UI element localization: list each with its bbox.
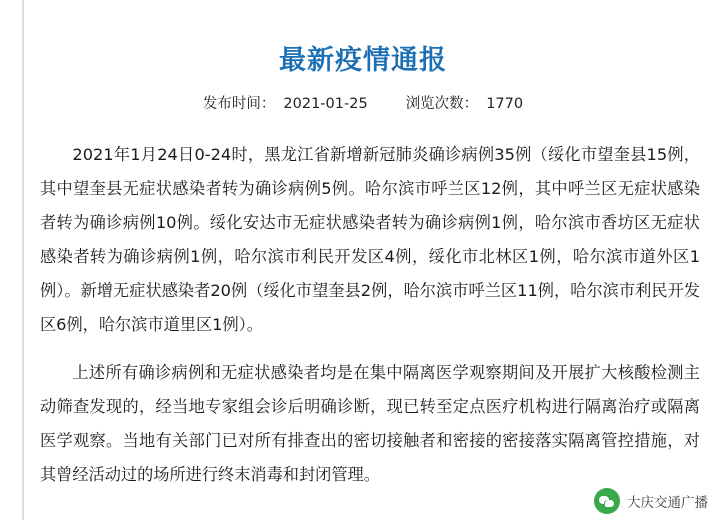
right-border-rule	[706, 0, 708, 520]
publish-time-value: 2021-01-25	[283, 96, 368, 112]
left-border-rule	[22, 0, 24, 520]
page-title: 最新疫情通报	[279, 45, 447, 76]
account-name: 大庆交通广播	[627, 495, 708, 511]
publish-time-label: 发布时间：	[202, 96, 276, 112]
article-paragraph-2: 上述所有确诊病例和无症状感染者均是在集中隔离医学观察期间及开展扩大核酸检测主动筛查发现的，经当地专家组会诊后明确诊断，现已转至定点医疗机构进行隔离治疗或隔离医学观察。当地有关部门已对所有排查出的密切接触者和密接的密接落实隔离管控措施，对其曾经活动过的场所进行终末消毒和封闭管理。	[40, 363, 700, 484]
wechat-icon	[594, 488, 620, 514]
views-label: 浏览次数：	[405, 96, 479, 112]
article-body	[40, 138, 700, 506]
article-meta	[0, 92, 726, 113]
article-paragraph-1: 2021年1月24日0-24时，黑龙江省新增新冠肺炎确诊病例35例（绥化市望奎县15例，其中望奎县无症状感染者转为确诊病例5例。哈尔滨市呼兰区12例，其中呼兰区无症状感染者转为确诊病例10例。绥化安达市无症状感染者转为确诊病例1例，哈尔滨市香坊区无症状感染者转为确诊病例1例，哈尔滨市利民开发区4例，绥化市北林区1例，哈尔滨市道外区1例）。新增无症状感染者20例（绥化市望奎县2例，哈尔滨市呼兰区11例，哈尔滨市利民开发区6例，哈尔滨市道里区1例）。	[40, 145, 700, 334]
views-value: 1770	[486, 96, 524, 112]
footer-account[interactable]	[594, 488, 708, 514]
